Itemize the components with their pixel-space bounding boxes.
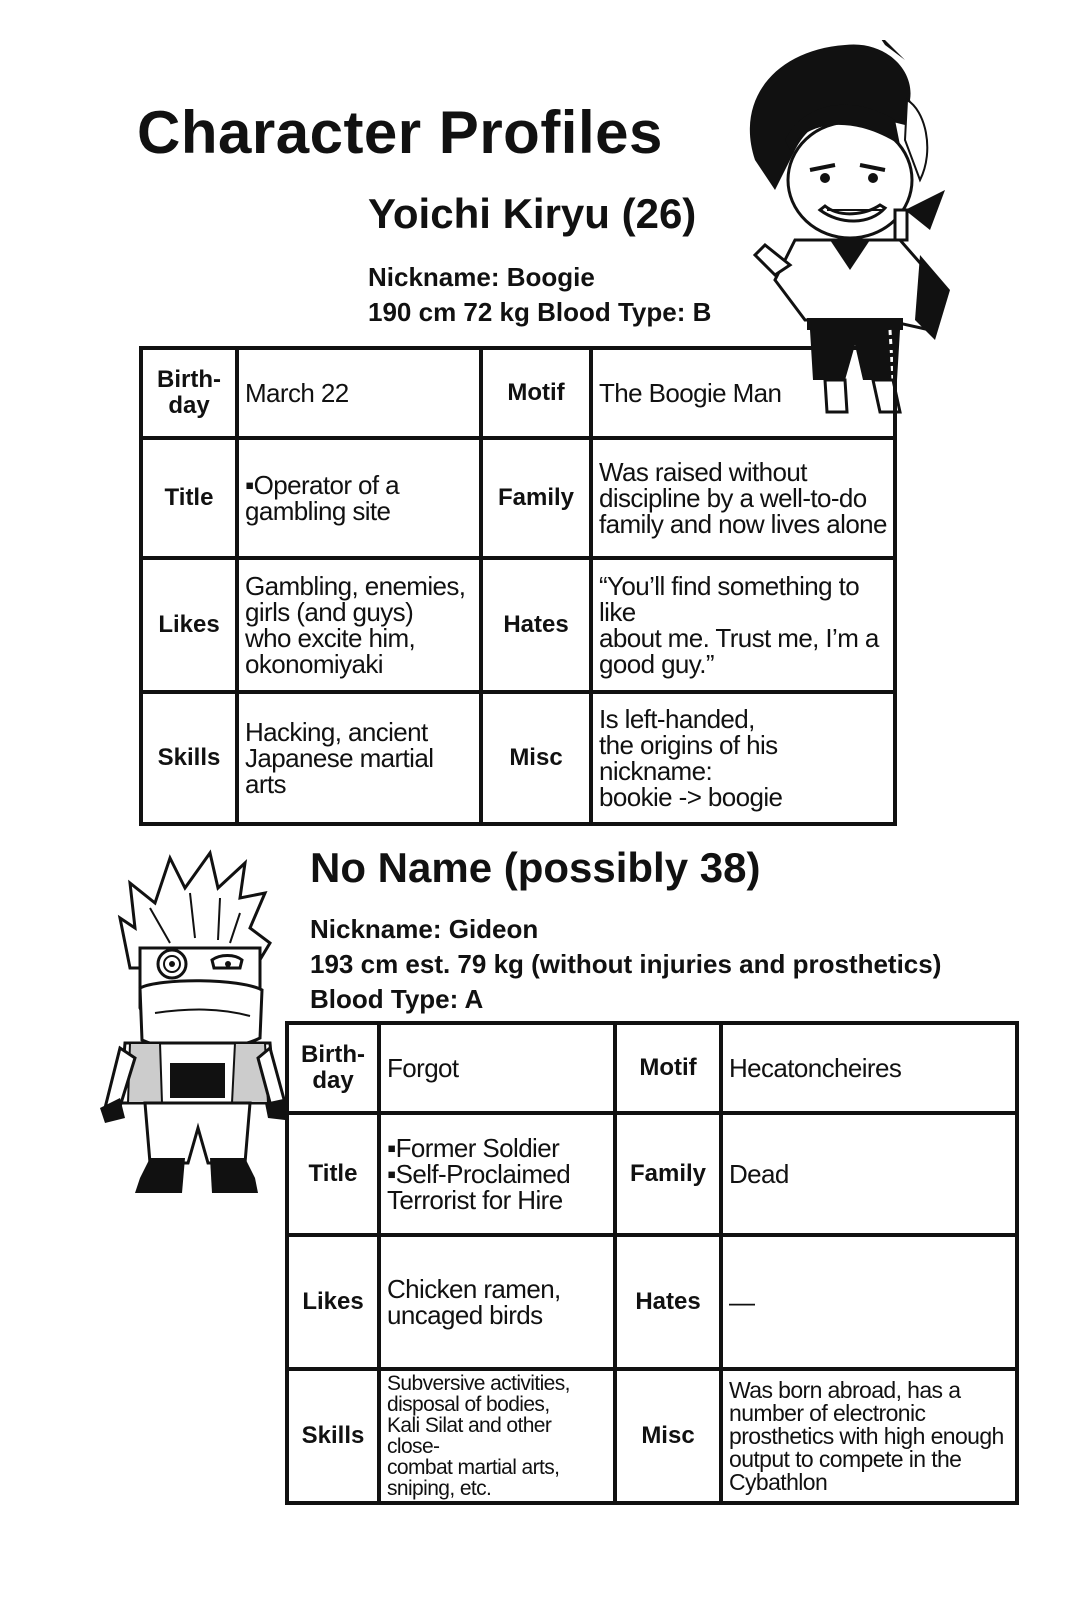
value-family: Dead: [721, 1113, 1017, 1235]
value-hates: —: [721, 1235, 1017, 1369]
table-row: [287, 1113, 1017, 1235]
value-birthday: March 22: [237, 348, 481, 438]
value-skills: Subversive activities, disposal of bodies, Kali Silat and other close- combat martial arts, sniping, etc.: [379, 1369, 615, 1503]
label-family: Family: [615, 1113, 721, 1235]
value-motif: The Boogie Man: [591, 348, 895, 438]
value-misc: Is left-handed, the origins of his nickname: bookie -> boogie: [591, 692, 895, 824]
physical-stats: 190 cm 72 kg Blood Type: B: [368, 297, 712, 327]
label-motif: Motif: [481, 348, 591, 438]
label-hates: Hates: [481, 558, 591, 692]
character-name: Yoichi Kiryu (26): [368, 190, 697, 237]
value-motif: Hecatoncheires: [721, 1023, 1017, 1113]
value-family: Was raised without discipline by a well-to-do family and now lives alone: [591, 438, 895, 558]
label-birthday: Birth- day: [141, 348, 237, 438]
label-title: Title: [287, 1113, 379, 1235]
blood-type: Blood Type: A: [310, 984, 484, 1014]
label-birthday: Birth- day: [287, 1023, 379, 1113]
label-skills: Skills: [141, 692, 237, 824]
table-row: [141, 692, 895, 824]
value-likes: Chicken ramen, uncaged birds: [379, 1235, 615, 1369]
nickname: Nickname: Boogie: [368, 262, 595, 292]
label-misc: Misc: [615, 1369, 721, 1503]
profile-table-yoichi: [139, 346, 897, 826]
value-skills: Hacking, ancient Japanese martial arts: [237, 692, 481, 824]
label-title: Title: [141, 438, 237, 558]
label-hates: Hates: [615, 1235, 721, 1369]
value-misc: Was born abroad, has a number of electronic prosthetics with high enough output to compete in the Cybathlon: [721, 1369, 1017, 1503]
gideon-illustration: [100, 848, 290, 1203]
value-title: ▪Former Soldier ▪Self-Proclaimed Terrorist for Hire: [379, 1113, 615, 1235]
value-likes: Gambling, enemies, girls (and guys) who excite him, okonomiyaki: [237, 558, 481, 692]
value-hates: “You’ll find something to like about me. Trust me, I’m a good guy.”: [591, 558, 895, 692]
table-row: [141, 348, 895, 438]
label-family: Family: [481, 438, 591, 558]
character-name: No Name (possibly 38): [310, 844, 761, 891]
nickname: Nickname: Gideon: [310, 914, 539, 944]
label-likes: Likes: [141, 558, 237, 692]
table-row: [287, 1023, 1017, 1113]
value-birthday: Forgot: [379, 1023, 615, 1113]
label-motif: Motif: [615, 1023, 721, 1113]
label-likes: Likes: [287, 1235, 379, 1369]
value-title: ▪Operator of a gambling site: [237, 438, 481, 558]
table-row: [287, 1235, 1017, 1369]
table-row: [141, 558, 895, 692]
table-row: [287, 1369, 1017, 1503]
page-title: Character Profiles: [137, 99, 663, 166]
physical-stats: 193 cm est. 79 kg (without injuries and prosthetics): [310, 949, 942, 979]
table-row: [141, 438, 895, 558]
label-misc: Misc: [481, 692, 591, 824]
label-skills: Skills: [287, 1369, 379, 1503]
profile-table-gideon: [285, 1021, 1019, 1505]
